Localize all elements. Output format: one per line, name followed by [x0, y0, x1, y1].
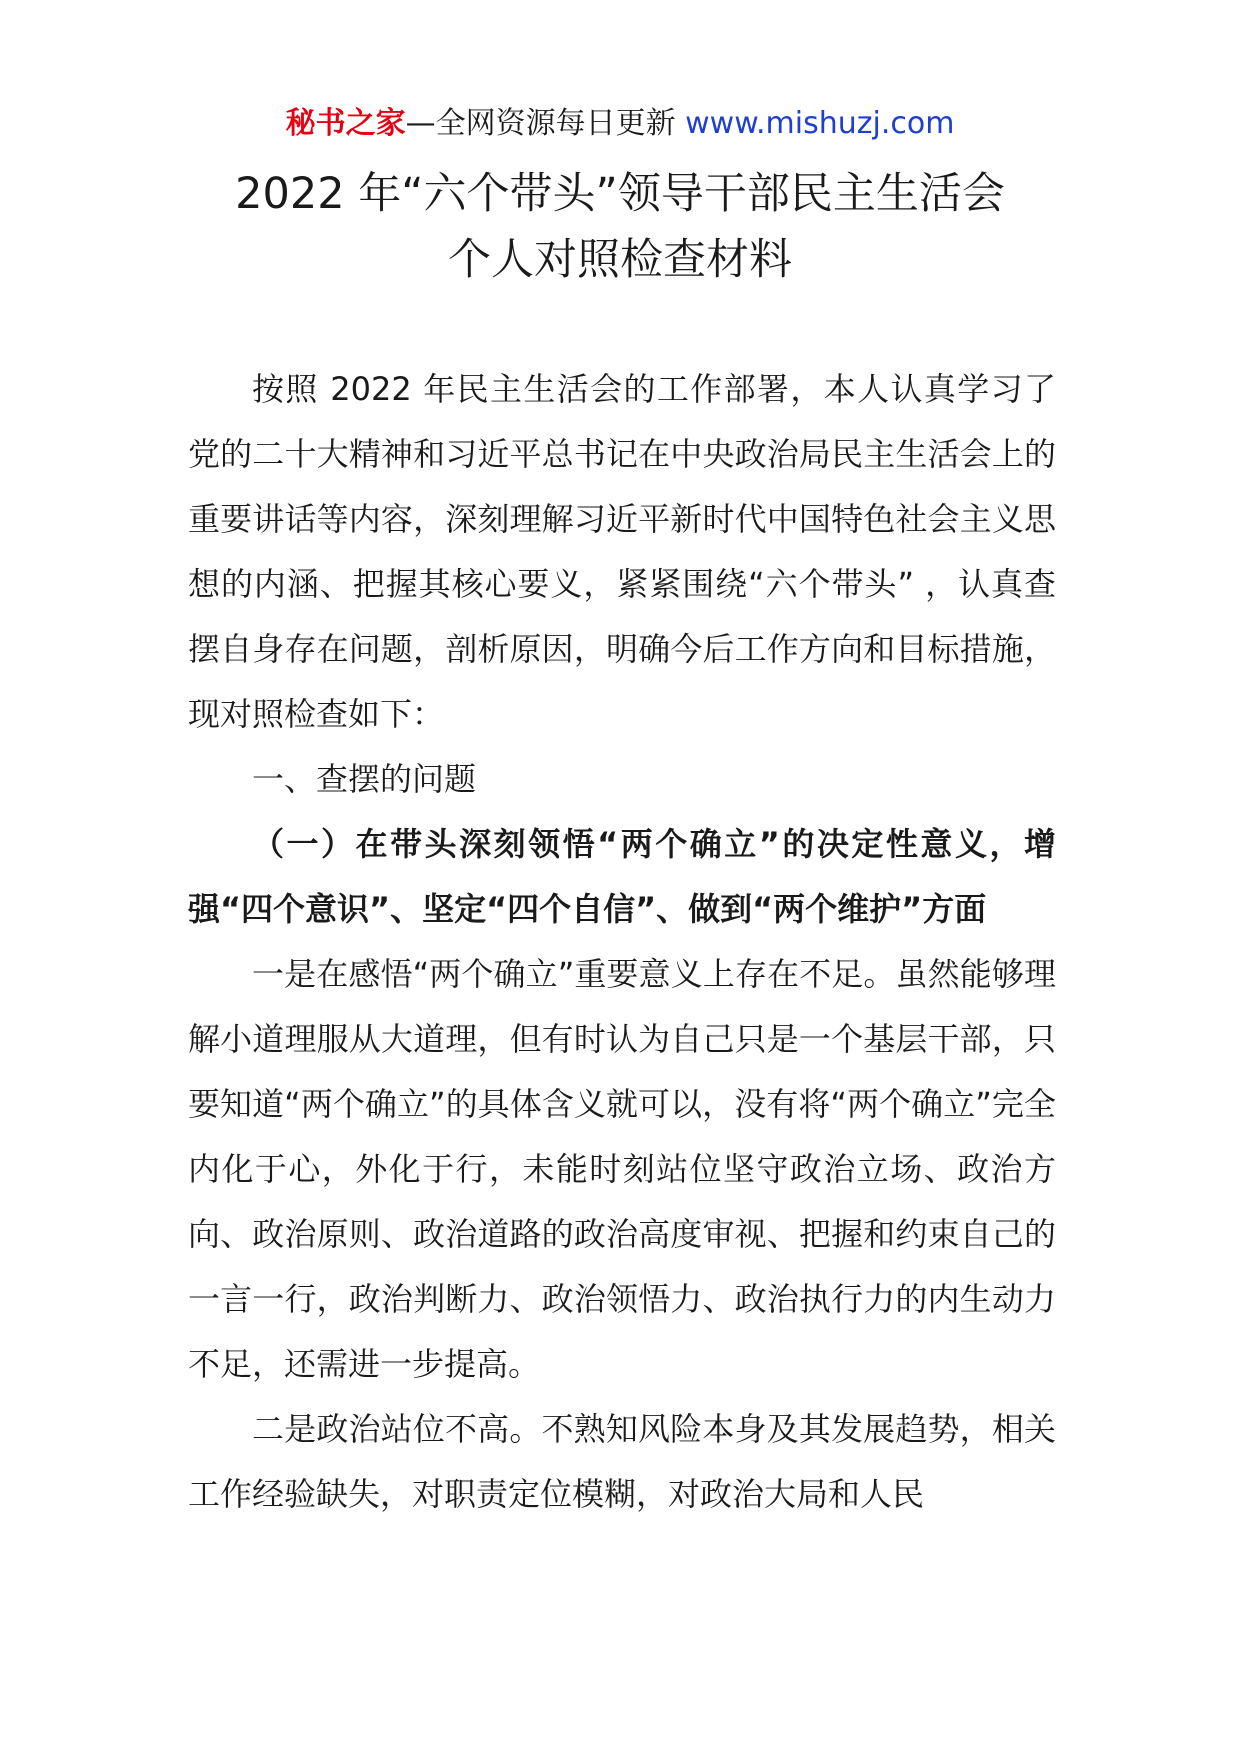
- point-paragraph-1: 一是在感悟“两个确立”重要意义上存在不足。虽然能够理解小道理服从大道理，但有时认为自己只是一个基层干部，只要知道“两个确立”的具体含义就可以，没有将“两个确立”完全内化于心，外化于行，未能时刻站位坚守政治立场、政治方向、政治原则、政治道路的政治高度审视、把握和约束自己的一言一行，政治判断力、政治领悟力、政治执行力的内生动力不足，还需进一步提高。: [188, 955, 1056, 1383]
- site-header-banner: [0, 104, 1240, 144]
- site-brand-name: 秘书之家: [285, 106, 406, 141]
- subsection-heading: （一）在带头深刻领悟“两个确立”的决定性意义，增强“四个意识”、坚定“四个自信”、做到“两个维护”方面: [188, 825, 1056, 928]
- point-paragraph-2: 二是政治站位不高。不熟知风险本身及其发展趋势，相关工作经验缺失，对职责定位模糊，对政治大局和人民: [188, 1410, 1056, 1513]
- site-url-link[interactable]: www.mishuzj.com: [685, 106, 955, 141]
- site-tagline: —全网资源每日更新: [405, 106, 686, 141]
- section-heading: 一、查摆的问题: [252, 760, 477, 798]
- document-body: [188, 357, 1056, 1527]
- intro-paragraph: 按照 2022 年民主生活会的工作部署，本人认真学习了党的二十大精神和习近平总书记在中央政治局民主生活会上的重要讲话等内容，深刻理解习近平新时代中国特色社会主义思想的内涵、把握其核心要义，紧紧围绕“六个带头” ，认真查摆自身存在问题，剖析原因，明确今后工作方向和目标措施，现对照检查如下：: [188, 370, 1056, 733]
- document-title-line-2: 个人对照检查材料: [448, 235, 792, 285]
- document-title-line-1: 2022 年“六个带头”领导干部民主生活会: [235, 169, 1005, 219]
